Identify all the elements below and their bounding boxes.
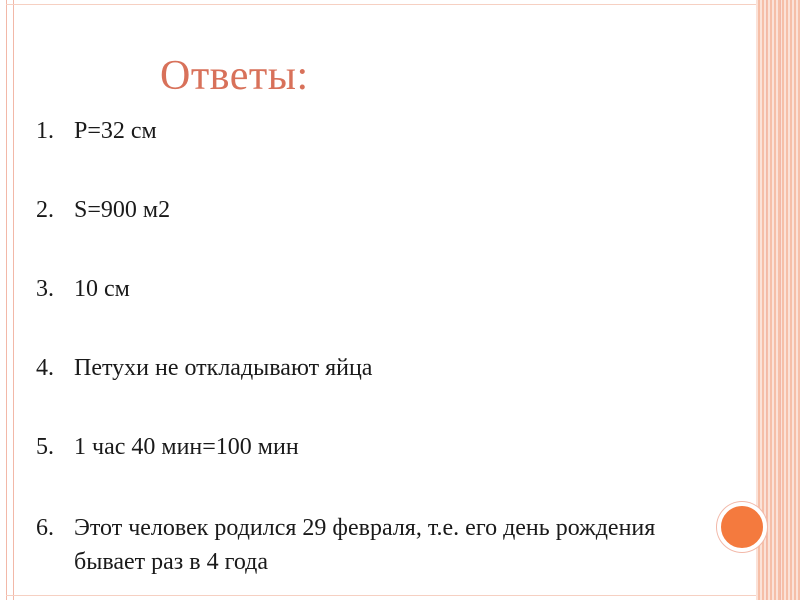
answer-text: Этот человек родился 29 февраля, т.е. его день рождения бывает раз в 4 года (74, 515, 656, 575)
answer-item (36, 511, 714, 579)
answer-item (36, 432, 714, 462)
answers-list (36, 116, 714, 579)
stripe-divider (766, 0, 767, 600)
answer-number: 2. (36, 197, 54, 223)
answer-item (36, 274, 714, 304)
answer-item (36, 116, 714, 146)
decorative-orange-circle (717, 502, 767, 552)
answer-number: 4. (36, 355, 54, 381)
answer-item (36, 353, 714, 383)
answer-number: 5. (36, 434, 54, 460)
right-decorative-stripes (756, 0, 800, 600)
stripe-divider (780, 0, 781, 600)
answer-number: 6. (36, 515, 54, 541)
left-border-frame (6, 0, 14, 600)
answer-text: Петухи не откладывают яйца (74, 355, 373, 381)
answer-number: 1. (36, 118, 54, 144)
answer-text: P=32 см (74, 118, 157, 144)
top-rule (6, 4, 756, 5)
answer-text: 1 час 40 мин=100 мин (74, 434, 299, 460)
bottom-rule (6, 595, 756, 596)
answer-text: 10 см (74, 276, 130, 302)
answer-item (36, 195, 714, 225)
slide-title: Ответы: (160, 53, 309, 99)
answer-text: S=900 м2 (74, 197, 171, 223)
answer-number: 3. (36, 276, 54, 302)
